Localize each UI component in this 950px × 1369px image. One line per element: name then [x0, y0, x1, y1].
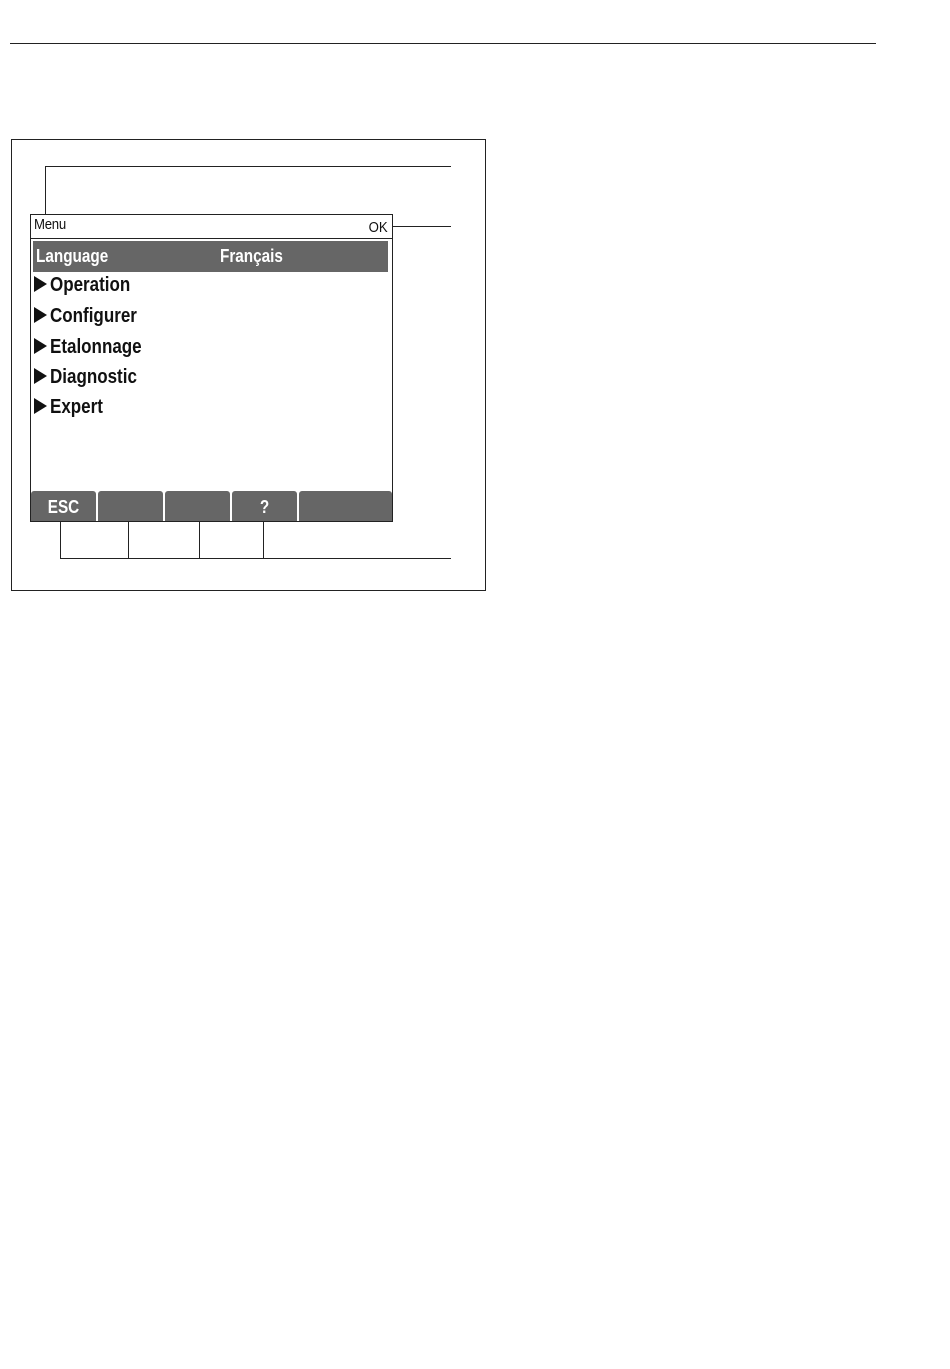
play-arrow-icon: [34, 276, 47, 292]
play-arrow-icon: [34, 398, 47, 414]
leader-line-menu-vertical: [45, 166, 46, 214]
leader-line-softkey-4: [263, 522, 264, 559]
language-label: Language: [36, 246, 109, 266]
softkey-esc[interactable]: [31, 491, 96, 521]
title-divider: [31, 238, 392, 239]
softkey-5[interactable]: [299, 491, 392, 521]
softkey-2[interactable]: [98, 491, 163, 521]
leader-line-softkey-2: [128, 522, 129, 559]
softkey-bar: [31, 491, 392, 521]
softkey-3[interactable]: [165, 491, 230, 521]
leader-line-softkey-1: [60, 522, 61, 559]
menu-item-etalonnage[interactable]: [34, 336, 158, 362]
menu-item-configurer[interactable]: [34, 305, 152, 331]
menu-item-diagnostic[interactable]: [34, 366, 152, 392]
softkey-label: ESC: [47, 497, 80, 517]
leader-line-menu-horizontal: [45, 166, 451, 167]
device-display: [30, 214, 393, 522]
ok-indicator[interactable]: OK: [368, 219, 388, 236]
softkey-help[interactable]: [232, 491, 297, 521]
page-header-rule: [10, 43, 876, 44]
menu-item-label: Operation: [50, 274, 131, 296]
menu-item-label: Etalonnage: [50, 336, 142, 358]
leader-line-softkeys-horizontal: [60, 558, 451, 559]
play-arrow-icon: [34, 307, 47, 323]
menu-item-label: Configurer: [50, 305, 137, 327]
menu-title: Menu: [34, 216, 66, 233]
softkey-label: ?: [259, 497, 270, 517]
play-arrow-icon: [34, 368, 47, 384]
menu-item-operation[interactable]: [34, 274, 144, 300]
language-value: Français: [220, 246, 283, 266]
leader-line-softkey-3: [199, 522, 200, 559]
leader-line-ok: [393, 226, 451, 227]
menu-item-expert[interactable]: [34, 396, 112, 422]
menu-item-label: Diagnostic: [50, 366, 137, 388]
language-row[interactable]: [33, 241, 388, 272]
menu-item-label: Expert: [50, 396, 103, 418]
play-arrow-icon: [34, 338, 47, 354]
